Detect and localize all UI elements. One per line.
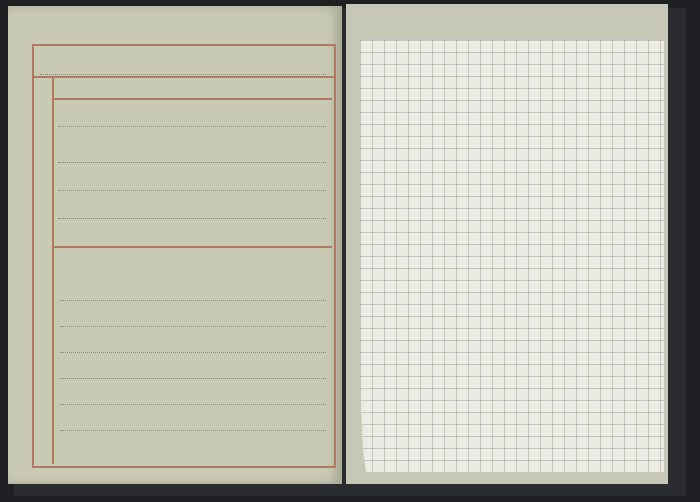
groessen-section bbox=[52, 76, 332, 248]
dotted-line bbox=[60, 300, 326, 301]
dotted-line bbox=[60, 378, 326, 379]
field-stiefel bbox=[58, 204, 326, 219]
dotted-line bbox=[60, 430, 326, 431]
graph-paper-insert bbox=[360, 40, 664, 472]
groessen-header bbox=[52, 76, 332, 100]
blutgruppe-row bbox=[40, 52, 326, 75]
field-stahlhelm bbox=[58, 148, 326, 163]
field-muetze bbox=[58, 176, 326, 191]
dotted-line bbox=[60, 352, 326, 353]
dotted-line bbox=[60, 404, 326, 405]
field-gasmaske bbox=[58, 112, 326, 127]
dotted-line bbox=[60, 326, 326, 327]
